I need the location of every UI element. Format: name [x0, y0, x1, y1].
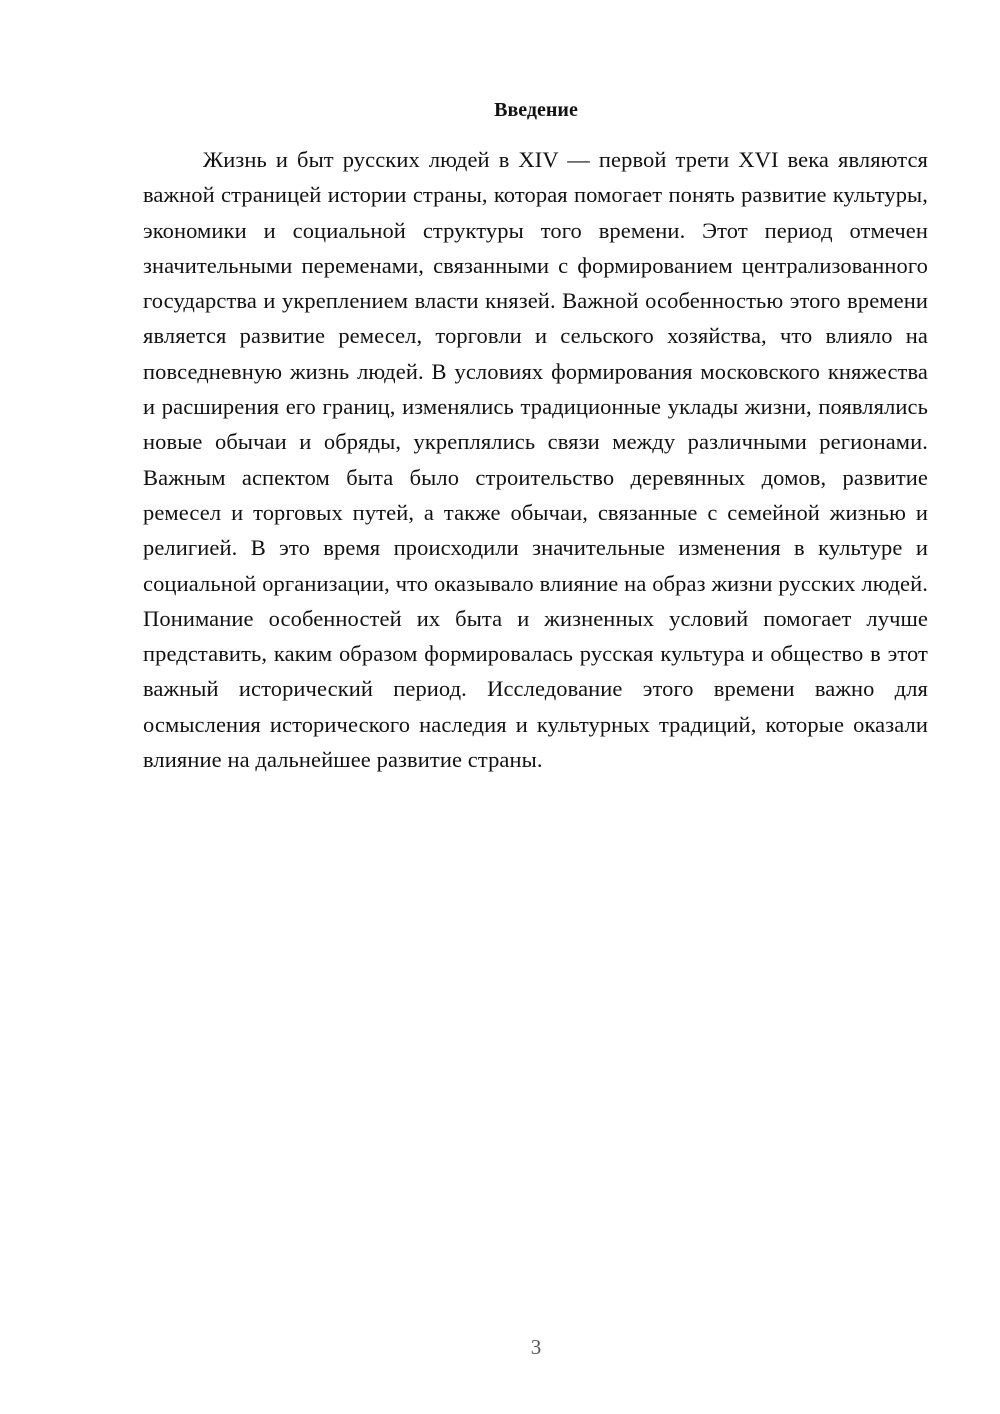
- page-number: 3: [530, 1335, 542, 1359]
- section-heading: Введение: [494, 99, 578, 121]
- body-paragraph: Жизнь и быт русских людей в XIV — первой трети XVI века являются важной страницей истории страны, которая помогает понять развитие культуры, экономики и социальной структуры того времени. Этот период отмечен значительными переменами, связанными с формированием централизованного государства и укреплением власти князей. Важной особенностью этого времени является развитие ремесел, торговли и сельского хозяйства, что влияло на повседневную жизнь людей. В условиях формирования московского княжества и расширения его границ, изменялись традиционные уклады жизни, появлялись новые обычаи и обряды, укреплялись связи между различными регионами. Важным аспектом быта было строительство деревянных домов, развитие ремесел и торговых путей, а также обычаи, связанные с семейной жизнью и религией. В это время происходили значительные изменения в культуре и социальной организации, что оказывало влияние на образ жизни русских людей. Понимание особенностей их быта и жизненных условий помогает лучше представить, каким образом формировалась русская культура и общество в этот важный исторический период. Исследование этого времени важно для осмысления исторического наследия и культурных традиций, которые оказали влияние на дальнейшее развитие страны.: [143, 147, 928, 773]
